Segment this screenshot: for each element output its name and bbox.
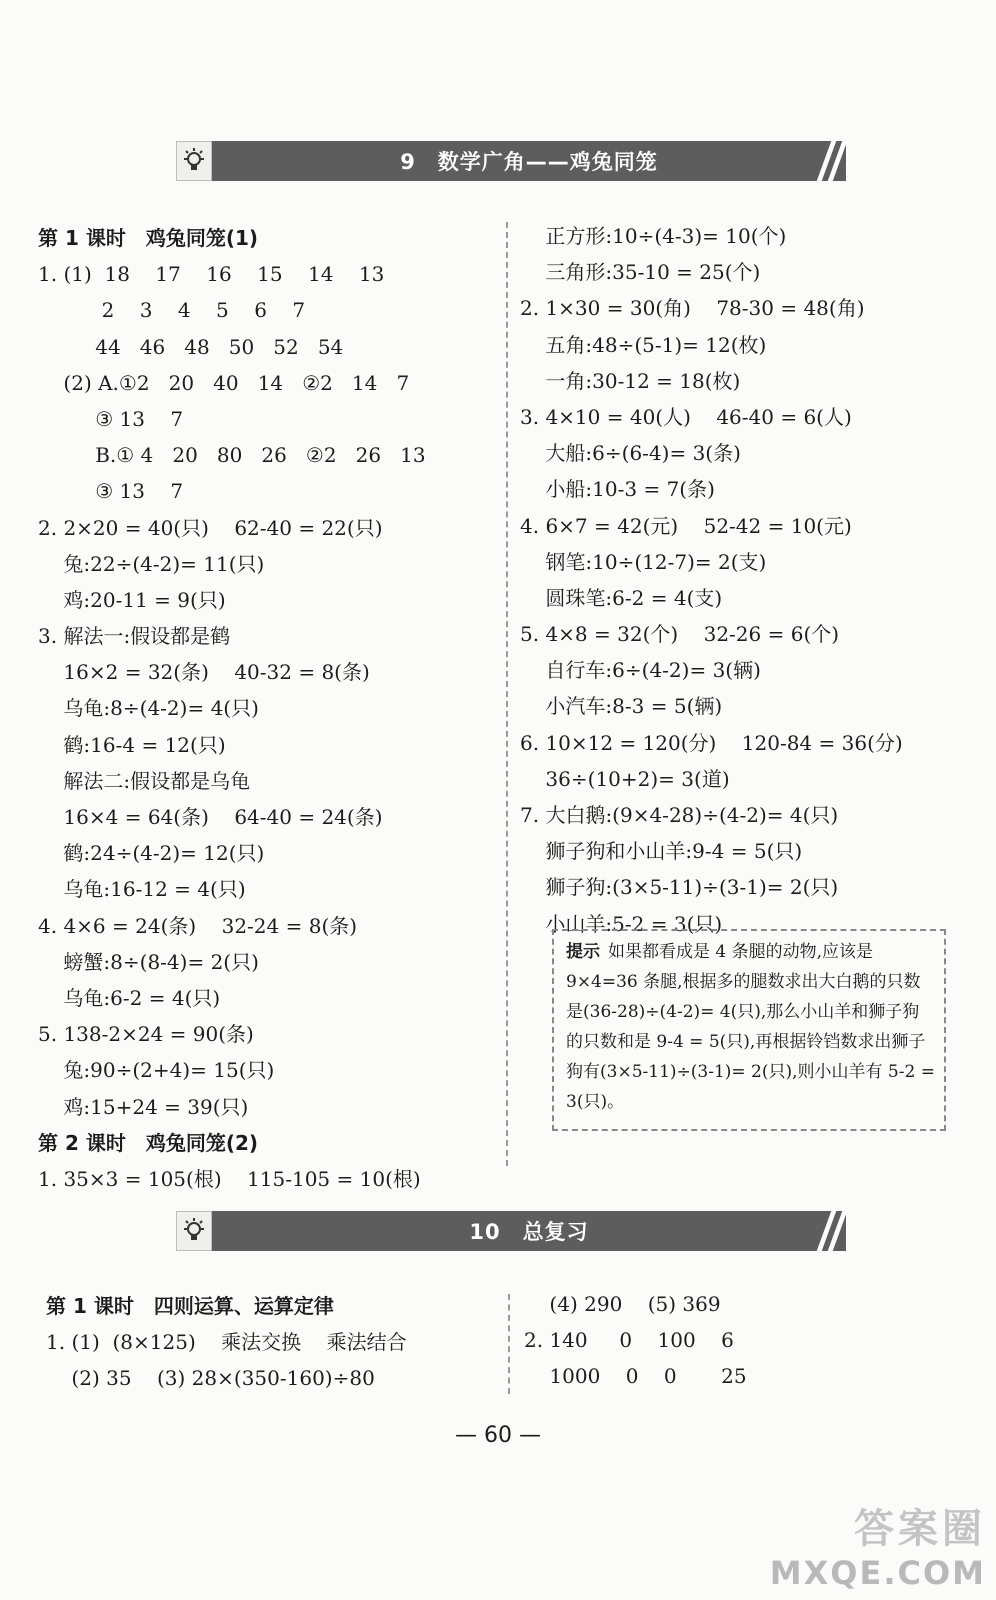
answer-line: ③ 13 7 <box>38 406 184 431</box>
answer-line: 钢笔:10÷(12-7)= 2(支) <box>520 549 767 574</box>
answer-line: 5. 138-2×24 = 90(条) <box>38 1022 254 1047</box>
lesson-heading: 第 2 课时 鸡兔同笼(2) <box>38 1130 259 1155</box>
answer-line: 3. 解法一:假设都是鹤 <box>38 624 231 649</box>
lesson-heading: 第 1 课时 四则运算、运算定律 <box>46 1294 334 1318</box>
answer-line: 2. 1×30 = 30(角) 78-30 = 48(角) <box>520 296 865 321</box>
answer-line: 五角:48÷(5-1)= 12(枚) <box>520 332 767 357</box>
answer-line: 2. 140 0 100 6 <box>524 1328 734 1353</box>
answer-line: 16×2 = 32(条) 40-32 = 8(条) <box>38 660 370 685</box>
answer-line: 兔:90÷(2+4)= 15(只) <box>38 1058 275 1083</box>
answer-line: 乌龟:6-2 = 4(只) <box>38 985 221 1010</box>
answer-line: B.① 4 20 80 26 ②2 26 13 <box>38 443 426 468</box>
section-9-left-column <box>38 220 498 1197</box>
answer-line: (2) A.①2 20 40 14 ②2 14 7 <box>38 370 410 395</box>
page-number: — 60 — <box>455 1423 541 1448</box>
section-10-title: 10 总复习 <box>469 1220 589 1244</box>
answer-line: 鹤:16-4 = 12(只) <box>38 732 226 757</box>
answer-line: 小汽车:8-3 = 5(辆) <box>520 694 723 719</box>
answer-line: 1. 35×3 = 105(根) 115-105 = 10(根) <box>38 1166 421 1191</box>
answer-line: 鸡:15+24 = 39(只) <box>38 1094 249 1119</box>
answer-line: 解法二:假设都是乌龟 <box>38 768 251 793</box>
answer-line: 鸡:20-11 = 9(只) <box>38 587 226 612</box>
answer-line: 大船:6÷(6-4)= 3(条) <box>520 441 741 466</box>
section-10-right-column <box>524 1286 964 1395</box>
answer-line: 5. 4×8 = 32(个) 32-26 = 6(个) <box>520 622 840 647</box>
section-10-left-column <box>46 1288 506 1397</box>
answer-line: 36÷(10+2)= 3(道) <box>520 766 730 791</box>
section-9-title-bar <box>212 141 846 181</box>
hint-box <box>552 929 946 1131</box>
answer-line: 1. (1) (8×125) 乘法交换 乘法结合 <box>46 1330 407 1355</box>
hint-label: 提示 <box>566 942 600 962</box>
section-9-right-column <box>520 218 960 942</box>
decorative-slashes <box>824 141 840 181</box>
lightbulb-icon <box>176 1211 212 1251</box>
answer-line: ③ 13 7 <box>38 479 184 504</box>
answer-line: (4) 290 (5) 369 <box>524 1292 721 1316</box>
section-9-banner <box>176 141 846 181</box>
answer-line: 乌龟:8÷(4-2)= 4(只) <box>38 696 259 721</box>
column-divider <box>506 222 508 1166</box>
answer-line: 三角形:35-10 = 25(个) <box>520 260 761 285</box>
answer-line: 鹤:24÷(4-2)= 12(只) <box>38 841 265 866</box>
answer-line: 小船:10-3 = 7(条) <box>520 477 715 502</box>
answer-line: (2) 35 (3) 28×(350-160)÷80 <box>46 1366 375 1391</box>
answer-line: 4. 6×7 = 42(元) 52-42 = 10(元) <box>520 513 852 538</box>
section-9-title: 9 数学广角——鸡兔同笼 <box>400 150 658 174</box>
answer-line: 16×4 = 64(条) 64-40 = 24(条) <box>38 805 383 829</box>
answer-line: 小山羊:5-2 = 3(只) <box>520 911 723 936</box>
answer-line: 圆珠笔:6-2 = 4(支) <box>520 585 723 610</box>
answer-line: 44 46 48 50 52 54 <box>38 334 344 359</box>
answer-line: 7. 大白鹅:(9×4-28)÷(4-2)= 4(只) <box>520 803 839 827</box>
answer-line: 正方形:10÷(4-3)= 10(个) <box>520 224 787 248</box>
answer-line: 3. 4×10 = 40(人) 46-40 = 6(人) <box>520 404 852 429</box>
watermark-logo-text: 答案圈 <box>854 1506 986 1552</box>
answer-line: 1000 0 0 25 <box>524 1364 747 1389</box>
column-divider <box>508 1294 510 1394</box>
answer-line: 6. 10×12 = 120(分) 120-84 = 36(分) <box>520 730 903 755</box>
answer-line: 乌龟:16-12 = 4(只) <box>38 877 246 902</box>
decorative-slashes <box>824 1211 840 1251</box>
answer-line: 兔:22÷(4-2)= 11(只) <box>38 551 265 576</box>
answer-line: 狮子狗和小山羊:9-4 = 5(只) <box>520 839 803 864</box>
watermark-url: MXQE.COM <box>769 1554 986 1592</box>
answer-line: 4. 4×6 = 24(条) 32-24 = 8(条) <box>38 913 358 938</box>
answer-line: 1. (1) 18 17 16 15 14 13 <box>38 262 385 287</box>
section-10-title-bar <box>212 1211 846 1251</box>
hint-text: 如果都看成是 4 条腿的动物,应该是 9×4=36 条腿,根据多的腿数求出大白鹅的只数是(36-28)÷(4-2)= 4(只),那么小山羊和狮子狗的只数和是 9-4 = 5(只),再根据铃铛数求出狮子狗有(3×5-11)÷(3-1)= 2(只),则小山羊有 5-2 = 3(只)。 <box>566 942 935 1112</box>
lesson-heading: 第 1 课时 鸡兔同笼(1) <box>38 226 259 250</box>
answer-line: 狮子狗:(3×5-11)÷(3-1)= 2(只) <box>520 875 839 900</box>
answer-line: 一角:30-12 = 18(枚) <box>520 368 741 393</box>
answer-line: 螃蟹:8÷(8-4)= 2(只) <box>38 949 259 974</box>
section-10-banner <box>176 1211 846 1251</box>
answer-line: 自行车:6÷(4-2)= 3(辆) <box>520 658 761 683</box>
watermark <box>770 1497 986 1592</box>
lightbulb-icon <box>176 141 212 181</box>
answer-line: 2 3 4 5 6 7 <box>38 298 306 323</box>
answer-line: 2. 2×20 = 40(只) 62-40 = 22(只) <box>38 515 383 540</box>
